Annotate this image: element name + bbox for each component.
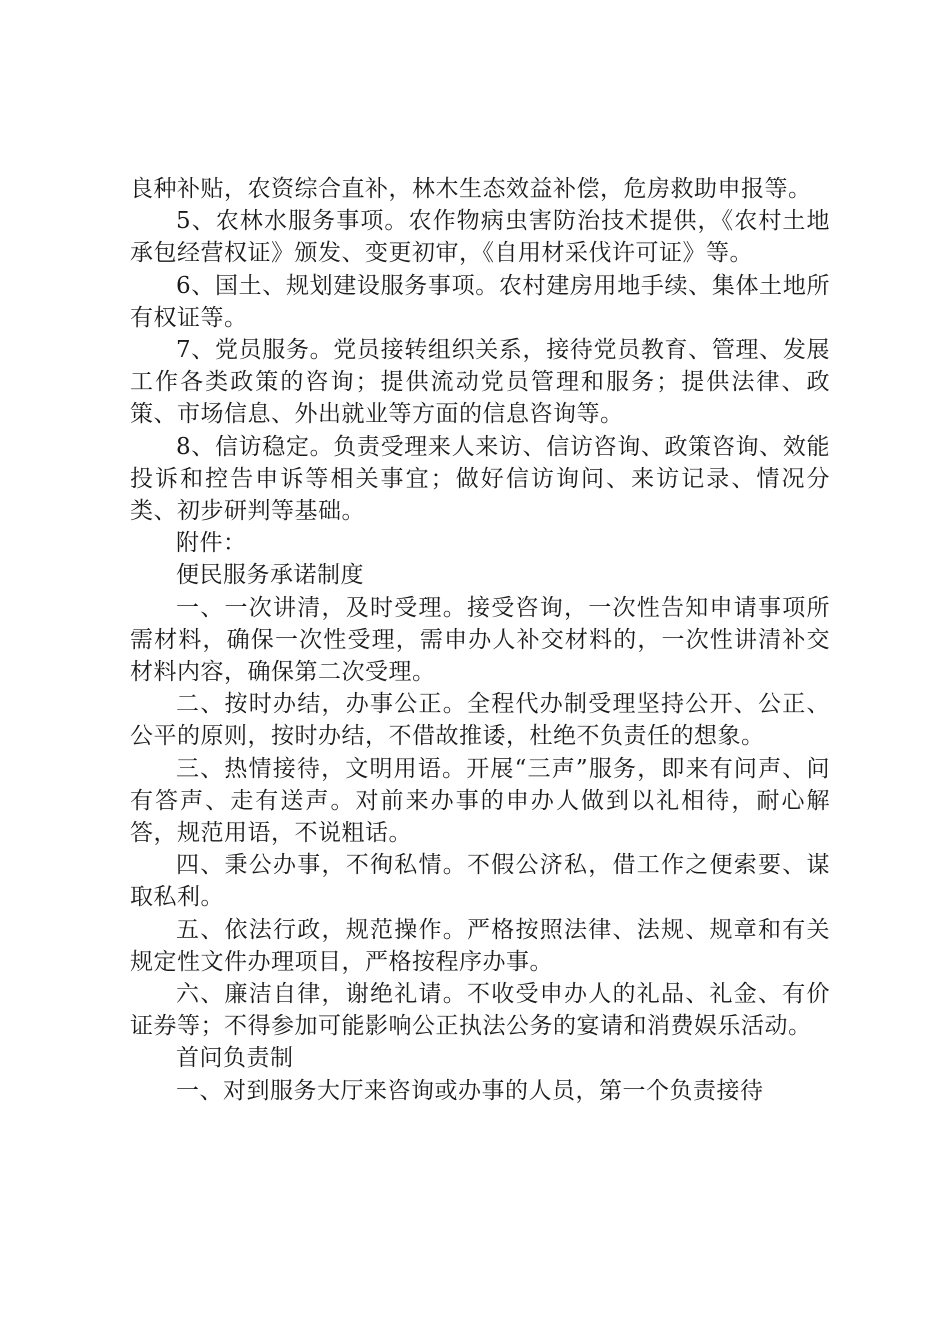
commitment-item-1: 一、一次讲清，及时受理。接受咨询，一次性告知申请事项所需材料，确保一次性受理，需申办人补交材料的，一次性讲清补交材料内容，确保第二次受理。: [130, 594, 830, 686]
attachment-label: 附件：: [176, 530, 247, 557]
commitment-item-2: 二、按时办结，办事公正。全程代办制受理坚持公开、公正、公平的原则，按时办结，不借故推诿，杜绝不负责任的想象。: [130, 691, 830, 750]
commitment-item-4: 四、秉公办事，不徇私情。不假公济私，借工作之便索要、谋取私利。: [130, 852, 830, 911]
section-heading-first-inquiry: 首问负责制: [176, 1045, 294, 1072]
section-heading-commitment: 便民服务承诺制度: [176, 562, 364, 589]
paragraph-item-5: 5、农林水服务事项。农作物病虫害防治技术提供，《农村土地承包经营权证》颁发、变更初审，《自用材采伐许可证》等。: [130, 208, 830, 267]
commitment-item-5: 五、依法行政，规范操作。严格按照法律、法规、规章和有关规定性文件办理项目，严格按程序办事。: [130, 916, 830, 975]
commitment-item-6: 六、廉洁自律，谢绝礼请。不收受申办人的礼品、礼金、有价证券等；不得参加可能影响公正执法公务的宴请和消费娱乐活动。: [130, 981, 830, 1040]
first-inquiry-item-1: 一、对到服务大厅来咨询或办事的人员，第一个负责接待: [176, 1077, 764, 1104]
paragraph-item-7: 7、党员服务。党员接转组织关系，接待党员教育、管理、发展工作各类政策的咨询；提供流动党员管理和服务；提供法律、政策、市场信息、外出就业等方面的信息咨询等。: [130, 337, 830, 428]
paragraph-item-8: 8、信访稳定。负责受理来人来访、信访咨询、政策咨询、效能投诉和控告申诉等相关事宜；做好信访询问、来访记录、情况分类、初步研判等基础。: [130, 433, 830, 525]
paragraph-subsidy-tail: 良种补贴，农资综合直补，林木生态效益补偿，危房救助申报等。: [130, 176, 812, 202]
document-body: [130, 173, 830, 1107]
paragraph-item-6: 6、国土、规划建设服务事项。农村建房用地手续、集体土地所有权证等。: [130, 272, 830, 331]
commitment-item-3: 三、热情接待，文明用语。开展“三声”服务，即来有问声、问有答声、走有送声。对前来办事的申办人做到以礼相待，耐心解答，规范用语，不说粗话。: [130, 755, 830, 847]
